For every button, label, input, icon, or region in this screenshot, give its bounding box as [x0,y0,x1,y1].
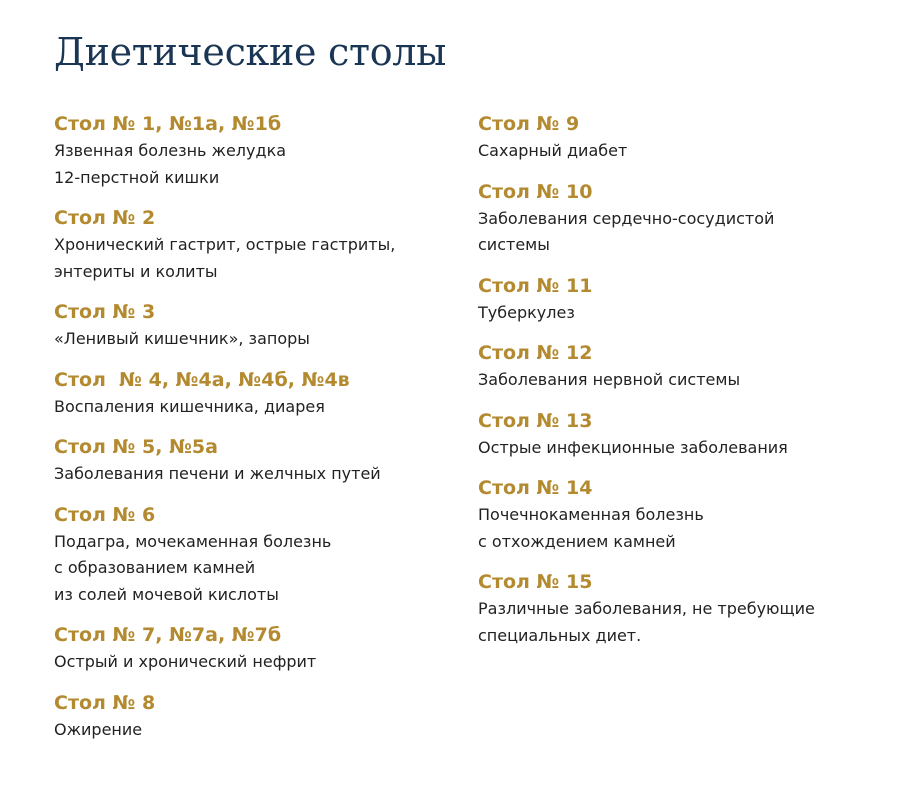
diet-heading: Стол № 15 [478,571,593,593]
diet-heading: Стол № 12 [478,342,593,364]
diet-entry [478,475,888,555]
diet-description: Подагра, мочекаменная болезнь с образованием камней из солей мочевой кислоты [54,531,332,604]
diet-heading: Стол № 3 [54,301,156,323]
diet-heading: Стол № 10 [478,180,593,203]
diet-description: Заболевания нервной системы [478,370,741,389]
diet-entry [478,111,888,165]
diet-heading: Стол № 7, №7а, №7б [54,624,282,646]
diet-description: Воспаления кишечника, диарея [54,396,325,416]
diet-entry [54,690,464,744]
diet-entry [478,273,888,327]
diet-entry [54,434,464,488]
diet-description: «Ленивый кишечник», запоры [54,329,310,348]
diet-heading: Стол № 5, №5а [54,436,218,458]
diet-entry [54,367,464,421]
diet-description: Различные заболевания, не требующие специальных диет. [478,599,815,645]
diet-heading: Стол № 11 [478,274,593,297]
diet-description: Острый и хронический нефрит [54,652,317,671]
diet-description: Заболевания печени и желчных путей [54,464,381,483]
diet-entry [478,569,888,649]
diet-description: Туберкулез [478,302,575,322]
diet-heading: Стол № 4, №4а, №4б, №4в [54,368,350,391]
diet-description: Ожирение [54,719,143,739]
diet-entry [54,502,464,609]
diet-description: Почечнокаменная болезнь с отхождением камней [478,505,704,551]
diet-heading: Стол № 6 [54,503,156,526]
diet-entry [478,179,888,259]
diet-entry [54,299,464,353]
diet-heading: Стол № 9 [478,113,580,135]
diet-heading: Стол № 1, №1а, №1б [54,113,282,135]
diet-entry [478,340,888,394]
diet-heading: Стол № 14 [478,477,593,499]
right-column [478,111,888,663]
diet-entry [54,622,464,676]
left-column [54,111,464,757]
diet-description: Язвенная болезнь желудка 12-перстной кишки [54,141,287,187]
diet-heading: Стол № 8 [54,691,156,714]
diet-description: Сахарный диабет [478,141,628,160]
diet-entry [54,111,464,191]
diet-description: Заболевания сердечно-сосудистой системы [478,208,775,254]
page-title: Диетические столы [54,30,447,74]
diet-heading: Стол № 13 [478,409,593,432]
diet-heading: Стол № 2 [54,207,156,229]
diet-entry [478,408,888,462]
diet-entry [54,205,464,285]
diet-description: Хронический гастрит, острые гастриты, энтериты и колиты [54,235,396,281]
diet-description: Острые инфекционные заболевания [478,437,788,457]
